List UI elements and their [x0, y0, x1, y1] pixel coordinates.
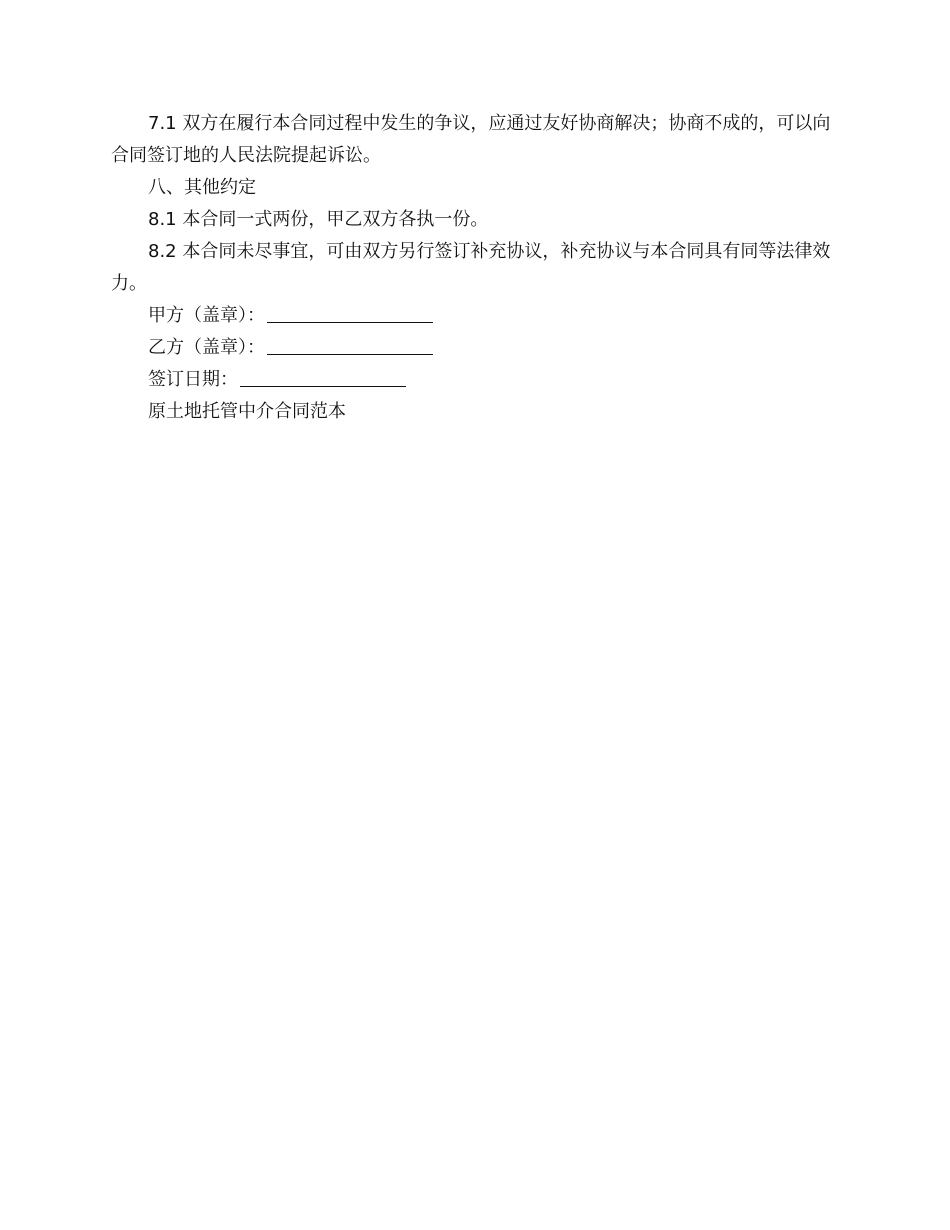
- clause-8-2: 8.2 本合同未尽事宜，可由双方另行签订补充协议，补充协议与本合同具有同等法律效力。: [111, 241, 831, 294]
- section-8-heading: 八、其他约定: [148, 177, 256, 198]
- party-b-blank: [267, 336, 433, 355]
- sign-date-label: 签订日期：: [148, 369, 238, 390]
- party-b-signature-line: [111, 332, 837, 364]
- clause-7-1: 7.1 双方在履行本合同过程中发生的争议，应通过友好协商解决；协商不成的，可以向合同签订地的人民法院提起诉讼。: [111, 113, 831, 166]
- party-a-label: 甲方（盖章）：: [148, 305, 265, 326]
- sign-date-line: [111, 364, 837, 396]
- party-a-signature-line: [111, 300, 837, 332]
- party-a-blank: [267, 304, 433, 323]
- sign-date-blank: [240, 368, 406, 387]
- clause-8-1: 8.1 本合同一式两份，甲乙双方各执一份。: [148, 209, 489, 230]
- document-footer-title: 原土地托管中介合同范本: [148, 401, 346, 422]
- document-body: [111, 108, 837, 428]
- party-b-label: 乙方（盖章）：: [148, 337, 265, 358]
